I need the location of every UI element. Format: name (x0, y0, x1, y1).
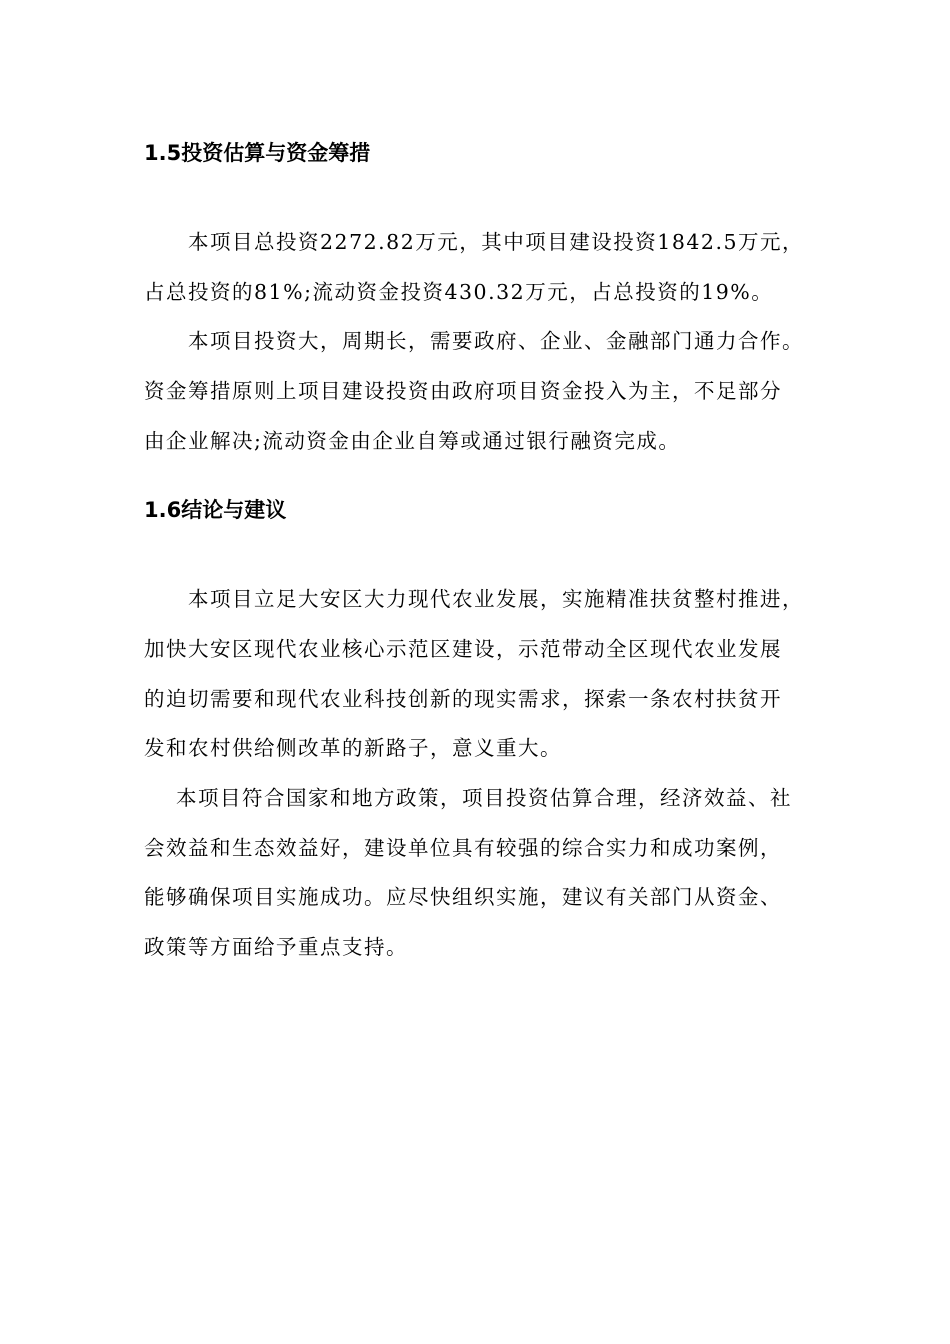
section-heading-1-6: 1.6结论与建议 (144, 498, 287, 522)
section-heading-1-5: 1.5投资估算与资金筹措 (144, 141, 371, 165)
paragraph-line: 本项目投资大，周期长，需要政府、企业、金融部门通力合作。 (188, 329, 804, 353)
paragraph-line: 会效益和生态效益好，建设单位具有较强的综合实力和成功案例， (144, 836, 782, 860)
paragraph-line: 资金筹措原则上项目建设投资由政府项目资金投入为主，不足部分 (144, 379, 782, 403)
paragraph-line: 政策等方面给予重点支持。 (144, 935, 408, 959)
paragraph-line: 占总投资的81%;流动资金投资430.32万元，占总投资的19%。 (144, 280, 774, 304)
paragraph-line: 发和农村供给侧改革的新路子，意义重大。 (144, 736, 562, 760)
paragraph-line: 本项目符合国家和地方政策，项目投资估算合理，经济效益、社 (176, 786, 792, 810)
paragraph-line: 加快大安区现代农业核心示范区建设，示范带动全区现代农业发展 (144, 637, 782, 661)
paragraph-line: 由企业解决;流动资金由企业自筹或通过银行融资完成。 (144, 429, 681, 453)
paragraph-line: 能够确保项目实施成功。应尽快组织实施，建议有关部门从资金、 (144, 885, 782, 909)
paragraph-line: 本项目立足大安区大力现代农业发展，实施精准扶贫整村推进， (188, 587, 804, 611)
paragraph-line: 本项目总投资2272.82万元，其中项目建设投资1842.5万元， (188, 230, 805, 254)
paragraph-line: 的迫切需要和现代农业科技创新的现实需求，探索一条农村扶贫开 (144, 687, 782, 711)
